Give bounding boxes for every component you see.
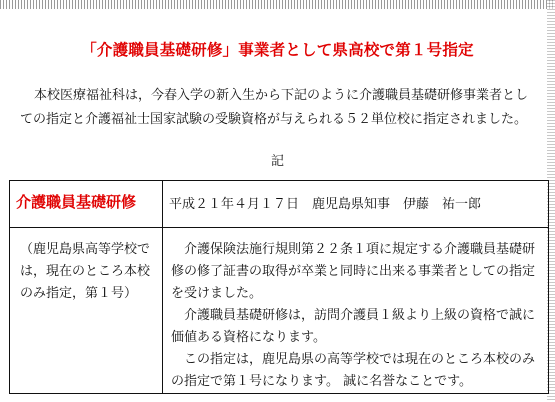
- description-body: [163, 228, 548, 393]
- category-title-cell: [10, 181, 163, 228]
- designation-table: [9, 180, 549, 394]
- description-paragraph-3: この指定は，鹿児島県の高等学校では現在のところ本校のみの指定で第１号になります。 誠に名誉なことです。: [171, 352, 536, 389]
- description-paragraph-2: 介護職員基礎研修は，訪問介護員１級より上級の資格で誠に価値ある資格になります。: [171, 308, 536, 345]
- table-row: [10, 228, 549, 394]
- description-cell: [163, 228, 549, 394]
- category-note: （鹿児島県高等学校では，現在のところ本校のみ指定，第１号）: [20, 242, 151, 301]
- description-paragraph-1: 介護保険法施行規則第２２条１項に規定する介護職員基礎研修の修了証書の取得が卒業と同時に出来る事業者としての指定を受けました。: [171, 242, 536, 301]
- page-title: 「介護職員基礎研修」事業者として県高校で第１号指定: [81, 41, 474, 59]
- category-note-cell: [10, 228, 163, 394]
- date-cell: [163, 181, 549, 228]
- category-title: 介護職員基礎研修: [16, 193, 137, 211]
- intro-paragraph: 本校医療福祉科は，今春入学の新入生から下記のように介護職員基礎研修事業者としての指定と介護福祉士国家試験の受験資格が与えられる５２単位校に指定されました。: [20, 88, 529, 127]
- designation-date-line: 平成２１年４月１７日 鹿児島県知事 伊藤 祐一郎: [169, 197, 482, 212]
- decorative-frame-top: [0, 0, 555, 9]
- ki-heading: 記: [270, 154, 284, 169]
- table-row: [10, 181, 549, 228]
